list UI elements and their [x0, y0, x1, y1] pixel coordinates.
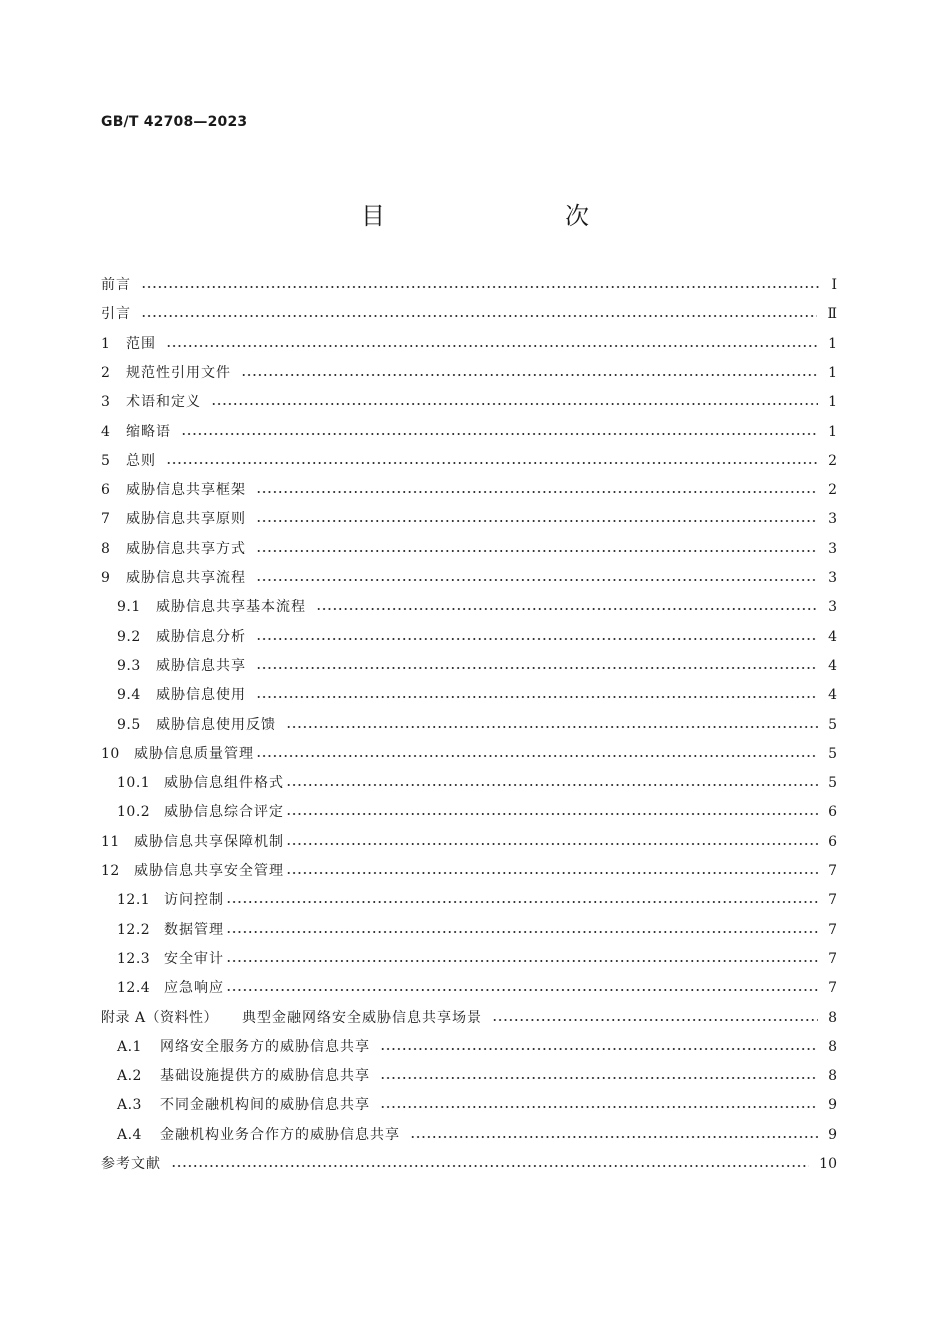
toc-entry-number: 11 — [101, 833, 120, 850]
toc-entry-number: 7 — [101, 511, 111, 528]
toc-entry-label: 威胁信息共享安全管理 — [134, 863, 284, 879]
toc-entry-number: 10.1 — [117, 775, 151, 792]
toc-entry-page: 7 — [828, 950, 837, 967]
toc-entry-label: 网络安全服务方的威胁信息共享 — [160, 1038, 370, 1055]
toc-entry-page: Ⅰ — [831, 277, 837, 293]
toc-entry-label: 引言 — [101, 306, 131, 323]
toc-entry[interactable] — [0, 418, 950, 446]
toc-entry-page: 8 — [828, 1038, 837, 1055]
toc-entry[interactable] — [0, 1033, 950, 1061]
toc-entry-page: 5 — [828, 745, 837, 762]
toc-entry-number: 10 — [101, 745, 120, 762]
dot-leader — [181, 418, 818, 446]
toc-entry-number: A.1 — [117, 1038, 142, 1055]
dot-leader — [171, 1150, 809, 1178]
toc-entry-number: 12.4 — [117, 980, 151, 997]
toc-entry-page: 1 — [828, 423, 837, 440]
toc-entry[interactable] — [0, 476, 950, 504]
toc-entry-number: 5 — [101, 452, 111, 469]
toc-entry-page: 2 — [828, 482, 837, 499]
dot-leader — [286, 711, 818, 739]
toc-entry[interactable] — [0, 1121, 950, 1149]
toc-entry-label: 前言 — [101, 277, 131, 293]
toc-entry-number: 9.5 — [117, 716, 141, 733]
toc-entry[interactable] — [0, 447, 950, 475]
dot-leader — [256, 740, 818, 768]
toc-entry-number: 9.2 — [117, 628, 141, 645]
toc-entry-label: 威胁信息共享流程 — [126, 570, 246, 586]
toc-entry-page: 5 — [828, 775, 837, 792]
dot-leader — [226, 945, 818, 973]
toc-entry-number: A.4 — [117, 1126, 142, 1143]
toc-entry[interactable] — [0, 740, 950, 768]
standard-code: GB/T 42708—2023 — [101, 114, 248, 130]
toc-entry[interactable] — [0, 916, 950, 944]
dot-leader — [226, 886, 818, 914]
toc-entry-page: 8 — [828, 1068, 837, 1085]
dot-leader — [256, 476, 818, 504]
dot-leader — [380, 1033, 818, 1061]
toc-entry-label: 基础设施提供方的威胁信息共享 — [160, 1068, 370, 1085]
toc-entry-page: 3 — [828, 570, 837, 586]
toc-entry[interactable] — [0, 564, 950, 592]
toc-entry[interactable] — [0, 974, 950, 1002]
dot-leader — [286, 828, 818, 856]
toc-entry[interactable] — [0, 300, 950, 328]
dot-leader — [380, 1091, 818, 1119]
toc-entry-number: 4 — [101, 423, 111, 440]
toc-entry-page: 4 — [828, 657, 837, 674]
toc-entry-number: 9 — [101, 570, 111, 586]
toc-entry-label: 规范性引用文件 — [126, 364, 231, 381]
toc-entry-page: 7 — [828, 892, 837, 909]
dot-leader — [226, 974, 818, 1002]
toc-entry[interactable] — [0, 857, 950, 885]
toc-entry-label: 威胁信息共享 — [156, 657, 246, 674]
dot-leader — [410, 1121, 818, 1149]
toc-entry-page: 4 — [828, 628, 837, 645]
page-title: 目 次 — [361, 202, 633, 230]
toc-entry-page: 6 — [828, 804, 837, 821]
toc-entry-number: 附录 A（资料性） — [101, 1009, 219, 1026]
toc-entry-number: 2 — [101, 364, 111, 381]
toc-entry-label: 威胁信息共享基本流程 — [156, 599, 306, 616]
dot-leader — [256, 623, 818, 651]
dot-leader — [211, 388, 818, 416]
toc-entry-page: 9 — [828, 1097, 837, 1114]
toc-entry-label: 威胁信息共享框架 — [126, 482, 246, 499]
toc-entry-page: 7 — [828, 980, 837, 997]
toc-entry-page: 9 — [828, 1126, 837, 1143]
toc-entry-label: 威胁信息共享保障机制 — [134, 833, 284, 850]
toc-entry-page: 10 — [819, 1156, 837, 1172]
toc-entry-label: 术语和定义 — [126, 394, 201, 411]
toc-entry-label: 威胁信息共享方式 — [126, 540, 246, 557]
toc-entry[interactable] — [0, 886, 950, 914]
toc-entry-page: 3 — [828, 540, 837, 557]
toc-entry[interactable] — [0, 798, 950, 826]
dot-leader — [286, 857, 818, 885]
toc-entry-page: Ⅱ — [827, 306, 837, 323]
dot-leader — [256, 652, 818, 680]
toc-entry-number: 12 — [101, 863, 120, 879]
toc-entry-page: 8 — [828, 1009, 837, 1026]
toc-entry-label: 金融机构业务合作方的威胁信息共享 — [160, 1126, 400, 1143]
toc-entry-label: 威胁信息分析 — [156, 628, 246, 645]
toc-entry-label: 缩略语 — [126, 423, 171, 440]
toc-entry[interactable] — [0, 1150, 950, 1178]
toc-entry-label: 参考文献 — [101, 1156, 161, 1172]
dot-leader — [166, 447, 818, 475]
toc-entry-label: 威胁信息使用反馈 — [156, 716, 276, 733]
toc-entry-number: A.2 — [117, 1068, 142, 1085]
toc-entry-page: 1 — [828, 394, 837, 411]
toc-entry[interactable] — [0, 681, 950, 709]
toc-entry-label: 威胁信息质量管理 — [134, 745, 254, 762]
dot-leader — [241, 359, 818, 387]
toc-entry-number: 10.2 — [117, 804, 151, 821]
dot-leader — [286, 798, 818, 826]
toc-entry-number: 3 — [101, 394, 111, 411]
toc-entry-number: 8 — [101, 540, 111, 557]
dot-leader — [256, 681, 818, 709]
toc-entry-label: 安全审计 — [164, 950, 224, 967]
toc-entry-page: 1 — [828, 335, 837, 352]
dot-leader — [226, 916, 818, 944]
dot-leader — [256, 505, 818, 533]
dot-leader — [256, 535, 818, 563]
toc-entry-number: 1 — [101, 335, 111, 352]
toc-entry-page: 2 — [828, 452, 837, 469]
toc-entry[interactable] — [0, 945, 950, 973]
toc-entry-page: 7 — [828, 863, 837, 879]
toc-entry-page: 5 — [828, 716, 837, 733]
toc-entry-label: 威胁信息使用 — [156, 687, 246, 704]
toc-entry[interactable] — [0, 652, 950, 680]
toc-entry[interactable] — [0, 623, 950, 651]
toc-entry-number: 12.2 — [117, 921, 151, 938]
toc-entry[interactable] — [0, 769, 950, 797]
dot-leader — [286, 769, 818, 797]
toc-entry-label: 数据管理 — [164, 921, 224, 938]
toc-entry[interactable] — [0, 828, 950, 856]
toc-entry[interactable] — [0, 388, 950, 416]
dot-leader — [256, 564, 818, 592]
toc-entry-number: 12.3 — [117, 950, 151, 967]
dot-leader — [141, 300, 817, 328]
toc-entry[interactable] — [0, 535, 950, 563]
toc-entry-page: 6 — [828, 833, 837, 850]
toc-entry-page: 7 — [828, 921, 837, 938]
toc-entry-number: 9.4 — [117, 687, 141, 704]
dot-leader — [492, 1004, 818, 1032]
toc-entry[interactable] — [0, 593, 950, 621]
toc-entry[interactable] — [0, 359, 950, 387]
toc-entry-label: 典型金融网络安全威胁信息共享场景 — [242, 1009, 482, 1026]
toc-entry-page: 1 — [828, 364, 837, 381]
toc-entry[interactable] — [0, 330, 950, 358]
toc-entry-number: 12.1 — [117, 892, 151, 909]
toc-entry-number: 9.3 — [117, 657, 141, 674]
toc-entry-number: A.3 — [117, 1097, 142, 1114]
toc-entry-label: 应急响应 — [164, 980, 224, 997]
toc-entry-number: 9.1 — [117, 599, 141, 616]
toc-entry-label: 不同金融机构间的威胁信息共享 — [160, 1097, 370, 1114]
toc-entry[interactable] — [0, 271, 950, 299]
toc-entry-label: 范围 — [126, 335, 156, 352]
toc-entry-label: 威胁信息综合评定 — [164, 804, 284, 821]
toc-entry-page: 4 — [828, 687, 837, 704]
dot-leader — [316, 593, 818, 621]
toc-entry[interactable] — [0, 1062, 950, 1090]
toc-entry-page: 3 — [828, 599, 837, 616]
toc-entry-label: 访问控制 — [164, 892, 224, 909]
toc-entry[interactable] — [0, 505, 950, 533]
toc-entry-number: 6 — [101, 482, 111, 499]
toc-entry-page: 3 — [828, 511, 837, 528]
toc-entry[interactable] — [0, 711, 950, 739]
toc-entry[interactable] — [0, 1004, 950, 1032]
toc-entry-label: 威胁信息共享原则 — [126, 511, 246, 528]
dot-leader — [141, 271, 821, 299]
toc-entry-label: 总则 — [126, 452, 156, 469]
dot-leader — [166, 330, 818, 358]
toc-entry-label: 威胁信息组件格式 — [164, 775, 284, 792]
dot-leader — [380, 1062, 818, 1090]
toc-entry[interactable] — [0, 1091, 950, 1119]
